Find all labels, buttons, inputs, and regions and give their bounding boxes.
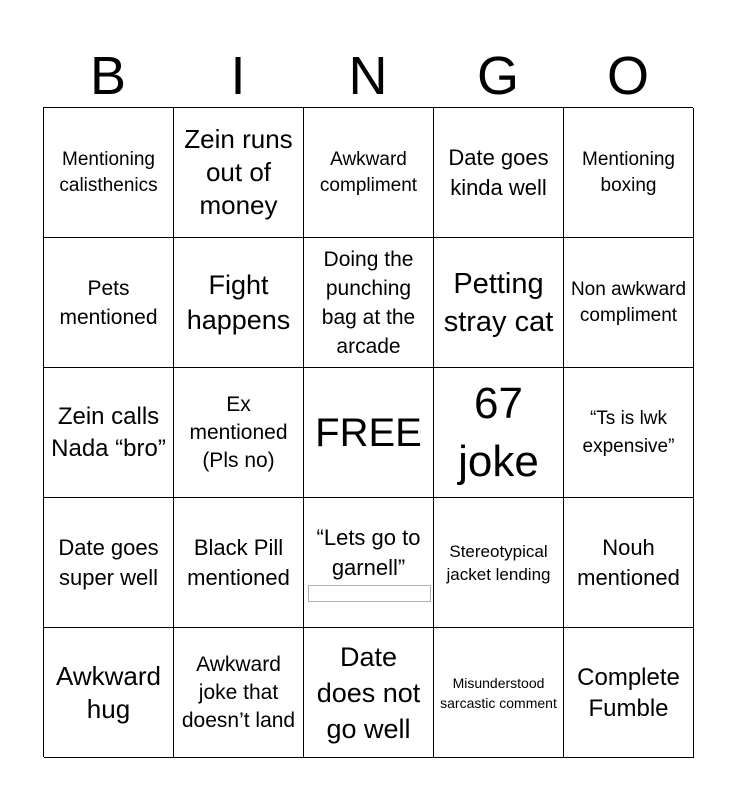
cell-text: Pets mentioned: [59, 276, 158, 329]
header-letter-o: O: [606, 46, 649, 106]
bingo-cell[interactable]: [304, 108, 434, 238]
cell-text: Mentioning calisthenics: [59, 148, 158, 196]
bingo-cell[interactable]: [564, 498, 694, 628]
bingo-cell[interactable]: [304, 368, 434, 498]
bingo-cell[interactable]: [304, 238, 434, 368]
cell-text: Non awkward compliment: [570, 278, 687, 326]
bingo-cell[interactable]: [304, 498, 434, 628]
cell-text: Mentioning boxing: [582, 148, 675, 196]
cell-text: Ex mentioned (Pls no): [189, 392, 288, 472]
bingo-cell[interactable]: [44, 498, 174, 628]
bingo-cell[interactable]: [174, 628, 304, 758]
bingo-cell[interactable]: [44, 108, 174, 238]
cell-text: Misunderstood sarcastic comment: [440, 674, 557, 711]
bingo-cell[interactable]: [174, 238, 304, 368]
bingo-cell[interactable]: [564, 628, 694, 758]
cell-text: Awkward hug: [55, 660, 161, 724]
bingo-cell[interactable]: [434, 108, 564, 238]
cell-text: Date goes super well: [58, 534, 159, 590]
cell-text: Petting stray cat: [443, 267, 554, 338]
header-letter-n: N: [348, 46, 388, 106]
header-letter-i: I: [230, 46, 246, 106]
cell-text: Doing the punching bag at the arcade: [321, 247, 416, 358]
bingo-cell[interactable]: [44, 238, 174, 368]
bingo-cell[interactable]: [304, 628, 434, 758]
missing-glyph-icon: [308, 585, 431, 602]
header-letter-g: G: [476, 46, 519, 106]
cell-text: Date goes kinda well: [448, 144, 549, 200]
bingo-cell[interactable]: [564, 238, 694, 368]
cell-text: Complete Fumble: [577, 663, 680, 722]
cell-text: Awkward joke that doesn’t land: [181, 652, 296, 732]
bingo-cell[interactable]: [434, 238, 564, 368]
bingo-cell[interactable]: [564, 368, 694, 498]
cell-text: Date does not go well: [316, 641, 421, 744]
cell-text: Stereotypical jacket lending: [446, 541, 551, 584]
free-space: FREE: [315, 410, 422, 455]
cell-text-wrap: [308, 523, 429, 602]
cell-text: Nouh mentioned: [577, 534, 680, 590]
cell-text: Fight happens: [186, 269, 291, 335]
bingo-cell[interactable]: [44, 368, 174, 498]
bingo-cell[interactable]: [564, 108, 694, 238]
bingo-cell[interactable]: [174, 498, 304, 628]
cell-text: “Lets go to garnell”: [316, 525, 421, 580]
bingo-cell[interactable]: [174, 108, 304, 238]
bingo-board: [43, 107, 693, 757]
cell-text: Zein runs out of money: [184, 124, 293, 220]
header-letter-b: B: [89, 46, 127, 106]
bingo-cell[interactable]: [174, 368, 304, 498]
bingo-header: [43, 44, 693, 108]
cell-text: 67 joke: [458, 378, 539, 486]
cell-text: Awkward compliment: [319, 148, 418, 196]
cell-text: “Ts is lwk expensive”: [582, 407, 675, 457]
bingo-cell[interactable]: [44, 628, 174, 758]
cell-text: Black Pill mentioned: [187, 534, 290, 590]
bingo-cell[interactable]: [434, 498, 564, 628]
cell-text: Zein calls Nada “bro”: [51, 402, 166, 462]
bingo-cell[interactable]: [434, 368, 564, 498]
bingo-cell[interactable]: [434, 628, 564, 758]
